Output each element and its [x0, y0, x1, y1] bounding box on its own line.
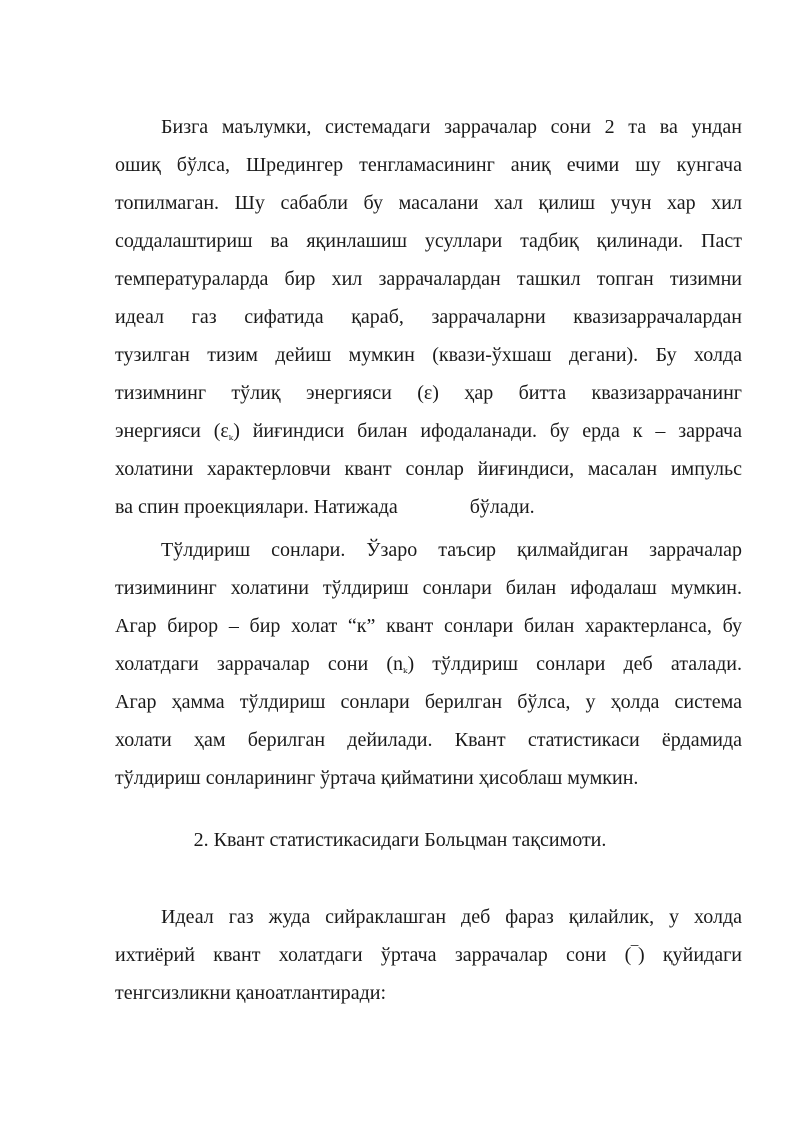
paragraph-3-line-1: Идеал газ жуда сийраклашган деб фараз қилайлик, у холда: [161, 906, 742, 928]
paragraph-1-line-3: топилмаган. Шу сабабли бу масалани хал қилиш учун хар хил: [115, 192, 742, 214]
result-text-end: бўлади.: [469, 496, 535, 518]
paragraph-1-line-4: соддалаштириш ва яқинлашиш усуллари тадбиқ қилинади. Паст: [115, 230, 742, 252]
paragraph-1-line-2: ошиқ бўлса, Шредингер тенгламасининг аниқ ечими шу кунгача: [115, 154, 742, 176]
paragraph-1-line-8: тизимнинг тўлиқ энергияси (ε) ҳар битта квазизаррачанинг: [115, 382, 742, 404]
paragraph-1-line-1: Бизга маълумки, системадаги заррачалар сони 2 та ва ундан: [161, 116, 742, 138]
overline-symbol: ‾: [631, 944, 638, 966]
paragraph-1-line-11: [115, 495, 742, 519]
energy-text-end: ) йиғиндиси билан ифодаланади. бу ерда к – заррача: [233, 420, 742, 442]
paragraph-2-line-5: Агар ҳамма тўлдириш сонлари берилган бўлса, у ҳолда система: [115, 691, 742, 713]
paragraph-3-line-3: тенгсизликни қаноатлантиради:: [115, 982, 387, 1004]
result-text: ва спин проекциялари. Натижада: [115, 496, 398, 518]
count-text-start: холатдаги заррачалар сони (n: [115, 653, 404, 675]
section-heading: 2. Квант статистикасидаги Больцман тақсимоти.: [193, 829, 607, 851]
paragraph-1-line-10: холатини характерловчи квант сонлар йиғиндиси, масалан импульс: [115, 458, 742, 480]
subscript-k: ₖ: [228, 429, 234, 443]
subscript-k: ₖ: [403, 662, 408, 676]
paragraph-2-line-4: [115, 652, 742, 676]
paragraph-1-line-6: идеал газ сифатида қараб, заррачаларни квазизаррачалардан: [115, 306, 742, 328]
paragraph-1-line-7: тузилган тизим дейиш мумкин (квази-ўхшаш дегани). Бу холда: [115, 344, 742, 366]
paragraph-2-line-6: холати ҳам берилган дейилади. Квант статистикаси ёрдамида: [115, 729, 742, 751]
paragraph-2-line-7: тўлдириш сонларининг ўртача қийматини ҳисоблаш мумкин.: [115, 767, 639, 789]
paragraph-1-line-5: температураларда бир хил заррачалардан ташкил топган тизимни: [115, 268, 742, 290]
paragraph-2-line-2: тизимининг холатини тўлдириш сонлари билан ифодалаш мумкин.: [115, 577, 742, 599]
paragraph-2-line-1: Тўлдириш сонлари. Ўзаро таъсир қилмайдиган заррачалар: [161, 539, 742, 561]
mean-text-end: ) қуйидаги: [637, 944, 742, 966]
paragraph-3-line-2: [115, 943, 742, 967]
mean-text-start: ихтиёрий квант холатдаги ўртача заррачалар сони (: [115, 944, 632, 966]
paragraph-1-line-9: [115, 419, 742, 443]
paragraph-2-line-3: Агар бирор – бир холат “к” квант сонлари билан характерланса, бу: [115, 615, 742, 637]
count-text-end: ) тўлдириш сонлари деб аталади.: [407, 653, 742, 675]
energy-text-start: энергияси (ε: [115, 420, 229, 442]
